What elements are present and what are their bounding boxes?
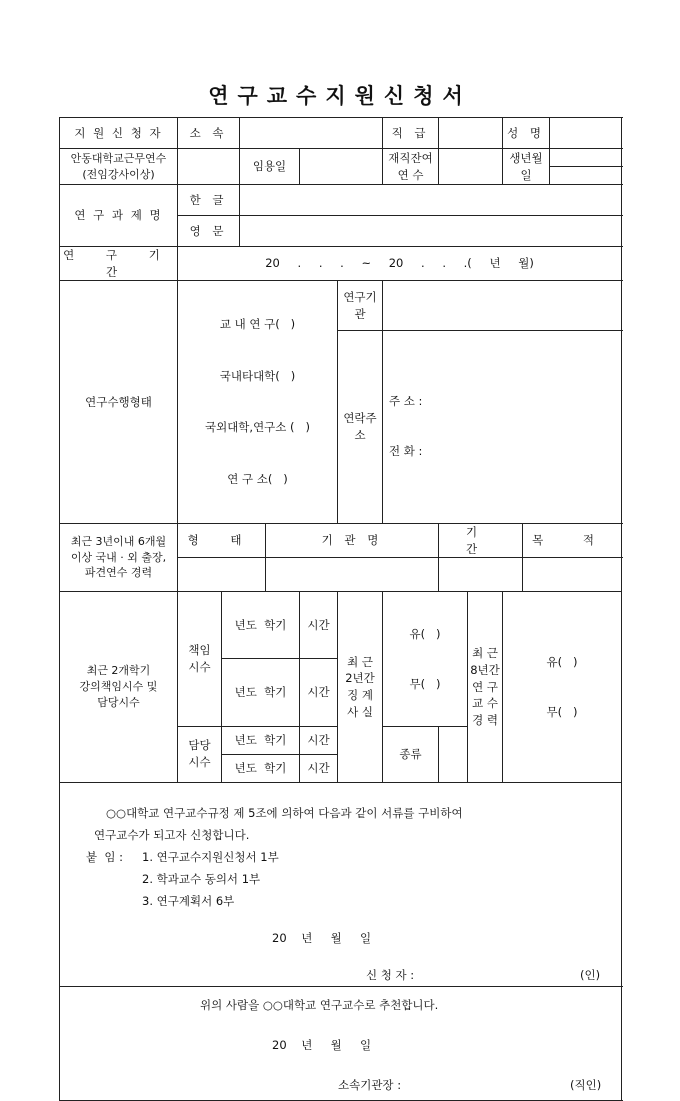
- contact-field[interactable]: [383, 330, 622, 523]
- charge-hours-line1: 담당: [188, 738, 211, 753]
- application-section: [60, 782, 622, 986]
- recommendation-date[interactable]: 20 년 월 일: [272, 1037, 372, 1052]
- attachment-2: 2. 학과교수 동의서 1부: [142, 871, 261, 886]
- service-label-line2: (전임강사이상): [82, 167, 155, 181]
- career-line5: 경 력: [472, 712, 498, 727]
- travel-type-field[interactable]: [178, 558, 266, 592]
- application-line1: ○○대학교 연구교수규정 제 5조에 의하여 다음과 같이 서류를 구비하여: [106, 805, 463, 820]
- discipline-line3: 징 계: [347, 687, 373, 702]
- type-option-campus[interactable]: 교 내 연 구( ): [219, 316, 296, 331]
- discipline-line2: 2년간: [345, 671, 375, 686]
- travel-col-type: 형 태: [178, 523, 266, 557]
- charge-semester-1[interactable]: 년도 학기: [222, 726, 300, 754]
- phone-label: 전 화 :: [389, 444, 423, 459]
- address-label: 주 소 :: [389, 394, 423, 409]
- applicant-seal[interactable]: (인): [580, 967, 601, 982]
- tenure-field[interactable]: [439, 149, 503, 185]
- birth-label: 생년월일: [503, 149, 550, 185]
- resp-hours-label: [178, 592, 222, 726]
- charge-hours-1[interactable]: 시간: [300, 726, 338, 754]
- application-date[interactable]: 20 년 월 일: [272, 930, 372, 945]
- charge-hours-2[interactable]: 시간: [300, 754, 338, 782]
- recommendation-line1: 위의 사람을 ○○대학교 연구교수로 추천합니다.: [200, 997, 439, 1012]
- travel-label-line3: 파견연수 경력: [84, 566, 153, 580]
- type-options[interactable]: [178, 281, 338, 524]
- attachment-label: 붙 임 :: [86, 849, 124, 864]
- discipline-label: [338, 592, 383, 782]
- head-seal[interactable]: (직인): [570, 1077, 602, 1092]
- appointment-label: 임용일: [240, 149, 300, 185]
- career-line1: 최 근: [472, 646, 498, 661]
- travel-label: [60, 523, 178, 591]
- project-korean-label: 한 글: [178, 185, 240, 216]
- charge-hours-line2: 시수: [188, 755, 211, 770]
- tenure-label: [383, 149, 439, 185]
- application-line2: 연구교수가 되고자 신청합니다.: [94, 827, 250, 842]
- discipline-kind-label: 종류: [383, 726, 439, 782]
- service-label-line1: 안동대학교근무연수: [70, 151, 167, 165]
- travel-label-line1: 최근 3년이내 6개월: [70, 534, 167, 548]
- project-label: 연 구 과 제 명: [60, 185, 178, 247]
- charge-hours-label: [178, 726, 222, 782]
- resp-semester-2[interactable]: 년도 학기: [222, 659, 300, 726]
- period-field[interactable]: 20 . . . ~ 20 . . .( 년 월): [178, 247, 622, 281]
- type-label: 연구수행형태: [60, 281, 178, 524]
- affiliation-label: 소 속: [178, 118, 240, 149]
- discipline-line1: 최 근: [347, 654, 373, 669]
- travel-col-purpose: 목 적: [523, 523, 622, 557]
- affiliation-field[interactable]: [240, 118, 383, 149]
- travel-period-field[interactable]: [439, 558, 523, 592]
- travel-org-field[interactable]: [266, 558, 439, 592]
- project-korean-field[interactable]: [240, 185, 622, 216]
- career-no[interactable]: 무( ): [546, 704, 578, 719]
- resp-semester-1[interactable]: 년도 학기: [222, 592, 300, 659]
- application-form-table: [59, 117, 622, 1101]
- institution-field[interactable]: [383, 281, 622, 330]
- travel-col-org: 기 관 명: [266, 523, 439, 557]
- resp-hours-2[interactable]: 시간: [300, 659, 338, 726]
- type-option-foreign[interactable]: 국외대학,연구소 ( ): [204, 420, 310, 435]
- charge-semester-2[interactable]: 년도 학기: [222, 754, 300, 782]
- head-sign-label: 소속기관장 :: [338, 1077, 402, 1092]
- career-yes-no[interactable]: [503, 592, 622, 782]
- teaching-label-line1: 최근 2개학기: [86, 663, 151, 677]
- resp-hours-line1: 책임: [188, 643, 211, 658]
- applicant-label: 지 원 신 청 자: [60, 118, 178, 149]
- service-years-field[interactable]: [178, 149, 240, 185]
- career-line3: 연 구: [472, 679, 498, 694]
- resp-hours-1[interactable]: 시간: [300, 592, 338, 659]
- birth-field-bottom[interactable]: [550, 167, 622, 185]
- travel-col-period: 기 간: [439, 523, 523, 557]
- teaching-label-line2: 강의책임시수 및: [79, 679, 158, 693]
- attachment-3: 3. 연구계획서 6부: [142, 893, 235, 908]
- service-label: [60, 149, 178, 185]
- travel-label-line2: 이상 국내 · 외 출장,: [70, 550, 167, 564]
- discipline-no[interactable]: 무( ): [409, 676, 441, 691]
- name-label: 성 명: [503, 118, 550, 149]
- birth-field-top[interactable]: [550, 149, 622, 167]
- tenure-label-line1: 재직잔여: [388, 150, 433, 165]
- travel-purpose-field[interactable]: [523, 558, 622, 592]
- career-line2: 8년간: [470, 662, 500, 677]
- discipline-kind-field[interactable]: [439, 726, 468, 782]
- discipline-yes[interactable]: 유( ): [409, 626, 441, 641]
- tenure-label-line2: 연 수: [397, 167, 424, 182]
- teaching-label: [60, 592, 178, 782]
- position-field[interactable]: [439, 118, 503, 149]
- project-english-label: 영 문: [178, 216, 240, 247]
- recommendation-section: [60, 986, 622, 1100]
- career-yes[interactable]: 유( ): [546, 654, 578, 669]
- form-title: 연구교수지원신청서: [208, 83, 472, 108]
- career-label: [468, 592, 503, 782]
- type-option-institute[interactable]: 연 구 소( ): [227, 472, 288, 487]
- institution-label: 연구기관: [338, 281, 383, 330]
- name-field[interactable]: [550, 118, 622, 149]
- applicant-sign-label: 신 청 자 :: [366, 967, 415, 982]
- contact-label: 연락주소: [338, 330, 383, 523]
- discipline-yes-no[interactable]: [383, 592, 468, 726]
- career-line4: 교 수: [472, 696, 498, 711]
- teaching-label-line3: 담당시수: [97, 695, 140, 709]
- period-label: 연 구 기 간: [60, 247, 178, 281]
- project-english-field[interactable]: [240, 216, 622, 247]
- discipline-line4: 사 실: [347, 704, 373, 719]
- type-option-domestic[interactable]: 국내타대학( ): [219, 368, 296, 383]
- resp-hours-line2: 시수: [188, 659, 211, 674]
- attachment-1: 1. 연구교수지원신청서 1부: [142, 849, 279, 864]
- position-label: 직 급: [383, 118, 439, 149]
- appointment-field[interactable]: [300, 149, 383, 185]
